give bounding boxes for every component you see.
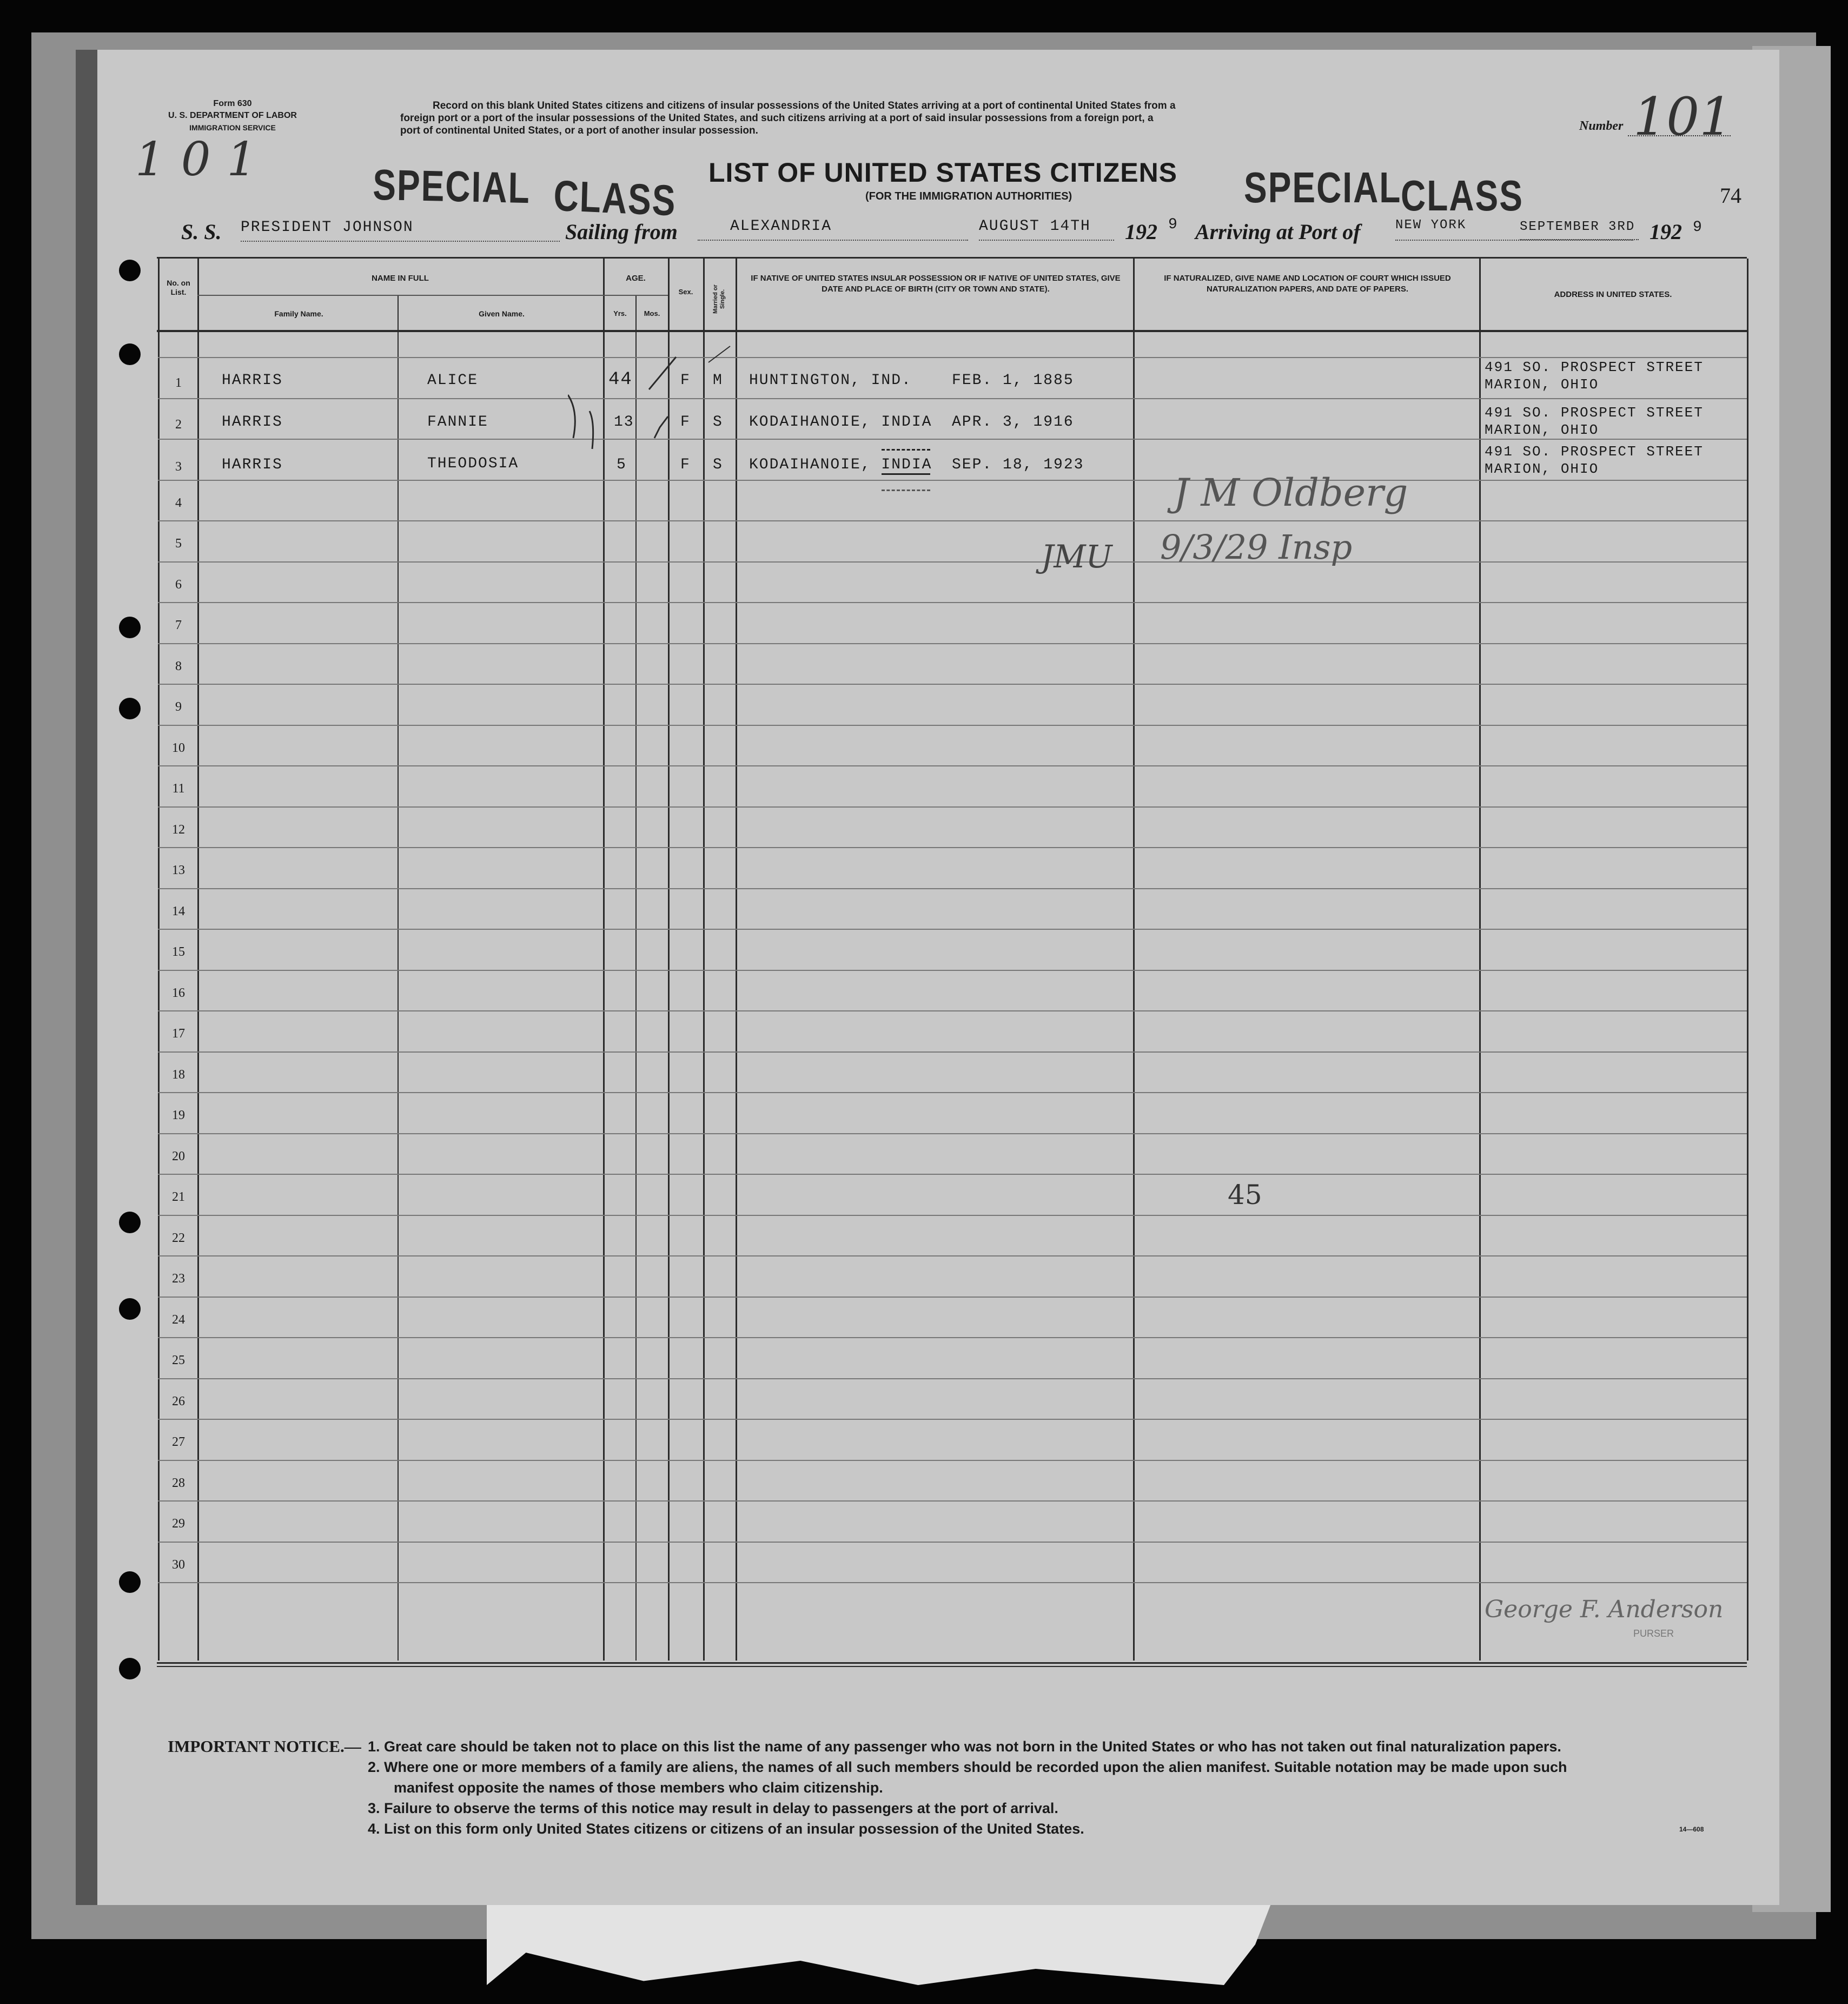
row-number: 4	[175, 496, 182, 510]
col-married: Married or Single.	[712, 285, 726, 314]
row-number: 5	[175, 537, 182, 551]
row-rule	[158, 602, 1747, 603]
row-number: 26	[172, 1394, 185, 1408]
age-subheader-rule	[603, 295, 668, 296]
row-number: 11	[172, 782, 185, 796]
row-rule	[158, 1255, 1747, 1256]
notice-items	[368, 1736, 1747, 1839]
age-years: 5	[617, 457, 627, 473]
row-number: 9	[175, 700, 182, 714]
row-rule	[158, 520, 1747, 521]
row-number: 7	[175, 618, 182, 632]
row-rule	[158, 357, 1747, 358]
handwritten-number: 101	[135, 133, 273, 187]
row-number: 15	[172, 945, 185, 959]
row-rule	[158, 970, 1747, 971]
form-number: Form 630	[213, 99, 252, 108]
arriving-year-digit: 9	[1693, 219, 1703, 236]
instructions-line-3: port of continental United States, or a port of another insular possession.	[400, 125, 758, 136]
row-rule	[158, 1582, 1747, 1583]
birth-place: HUNTINGTON, IND.	[749, 372, 912, 389]
punch-hole-icon	[119, 1212, 141, 1233]
service: IMMIGRATION SERVICE	[189, 123, 276, 132]
row-number: 13	[172, 863, 185, 877]
sex: F	[680, 414, 691, 431]
row-number: 29	[172, 1517, 185, 1531]
sailing-from: ALEXANDRIA	[698, 218, 968, 241]
ship-name: PRESIDENT JOHNSON	[241, 219, 560, 242]
col-address: ADDRESS IN UNITED STATES.	[1554, 290, 1672, 299]
sailing-year-prefix: 192	[1125, 220, 1157, 244]
birth-place: KODAIHANOIE, INDIA	[749, 457, 932, 473]
punch-hole-icon	[119, 617, 141, 638]
address-line-2: MARION, OHIO	[1485, 461, 1599, 477]
row-rule	[158, 1215, 1747, 1216]
count-stamp: 45	[1228, 1179, 1262, 1211]
row-number: 30	[172, 1558, 185, 1572]
family-name: HARRIS	[222, 372, 283, 389]
row-rule	[158, 1419, 1747, 1420]
row-number: 8	[175, 659, 182, 673]
special-stamp-right: SPECIAL	[1244, 163, 1402, 212]
class-stamp-right: CLASS	[1401, 171, 1524, 220]
row-number: 12	[172, 823, 185, 837]
row-number: 2	[175, 418, 182, 432]
birth-date: SEP. 18, 1923	[952, 457, 1084, 473]
inspector-signature: J M Oldberg	[1174, 471, 1408, 515]
notice-item-4: 4. List on this form only United States citizens or citizens of an insular possession of the United States.	[368, 1821, 1084, 1837]
row-rule	[158, 1133, 1747, 1134]
punch-hole-icon	[119, 1571, 141, 1593]
row-rule	[158, 929, 1747, 930]
purser-title: PURSER	[1633, 1628, 1674, 1639]
given-name: ALICE	[427, 372, 479, 389]
notice-item-2: 2. Where one or more members of a family are aliens, the names of all such members should be recorded upon the alien manifest. Suitable notation may be made upon such	[368, 1759, 1567, 1775]
punch-hole-icon	[119, 1298, 141, 1320]
row-number: 24	[172, 1313, 185, 1327]
punch-hole-icon	[119, 260, 141, 281]
sex: F	[680, 457, 691, 473]
sailing-label: Sailing from	[565, 220, 678, 244]
punch-hole-icon	[119, 1658, 141, 1679]
number-underline	[1628, 135, 1731, 136]
page-number: 74	[1720, 183, 1741, 208]
row-rule	[158, 1297, 1747, 1298]
col-given-name: Given Name.	[479, 309, 525, 318]
row-number: 28	[172, 1476, 185, 1490]
arriving-label: Arriving at Port of	[1195, 220, 1361, 244]
arriving-port: NEW YORK	[1395, 218, 1633, 241]
notice-heading: IMPORTANT NOTICE.—	[168, 1737, 361, 1756]
given-name: THEODOSIA	[427, 455, 519, 472]
row-rule	[158, 1378, 1747, 1379]
torn-bottom-edge	[487, 1904, 1271, 1985]
ss-label: S. S.	[181, 220, 222, 244]
inspection-date: 9/3/29 Insp	[1160, 527, 1353, 567]
marital-status: S	[713, 457, 723, 473]
row-rule	[158, 398, 1747, 399]
form-instructions	[400, 100, 1509, 137]
row-rule	[158, 439, 1747, 440]
sailing-date: AUGUST 14TH	[979, 218, 1114, 241]
address-line-2: MARION, OHIO	[1485, 376, 1599, 393]
row-number: 18	[172, 1068, 185, 1082]
row-number: 1	[175, 376, 182, 390]
row-rule	[158, 1337, 1747, 1338]
sailing-year-digit: 9	[1168, 216, 1178, 233]
row-rule	[158, 847, 1747, 848]
birth-place: KODAIHANOIE, INDIA	[749, 414, 932, 431]
department: U. S. DEPARTMENT OF LABOR	[168, 111, 297, 120]
row-rule	[158, 561, 1747, 563]
family-name: HARRIS	[222, 457, 283, 473]
age-years: 44	[608, 369, 633, 390]
row-number: 3	[175, 460, 182, 474]
row-number: 27	[172, 1435, 185, 1449]
sex: F	[680, 372, 691, 389]
address-line-2: MARION, OHIO	[1485, 422, 1599, 438]
row-number: 16	[172, 986, 185, 1000]
birth-date: APR. 3, 1916	[952, 414, 1074, 431]
age-years: 13	[614, 414, 634, 431]
row-number: 14	[172, 904, 185, 918]
given-name: FANNIE	[427, 414, 488, 431]
col-family-name: Family Name.	[274, 309, 323, 318]
col-age: AGE.	[626, 274, 646, 283]
row-rule	[158, 1174, 1747, 1175]
family-name: HARRIS	[222, 414, 283, 431]
row-rule	[158, 1460, 1747, 1461]
check-marks-icon	[568, 335, 741, 487]
col-name-in-full: NAME IN FULL	[372, 274, 429, 283]
page-left-shadow	[76, 50, 97, 1905]
arriving-date: SEPTEMBER 3RD	[1520, 220, 1639, 240]
row-number: 25	[172, 1353, 185, 1367]
purser-signature: George F. Anderson	[1485, 1596, 1724, 1623]
address-line-1: 491 SO. PROSPECT STREET	[1485, 405, 1704, 421]
underline-india	[882, 449, 930, 451]
row-rule	[158, 806, 1747, 808]
header-divider	[157, 330, 1747, 332]
col-native: IF NATIVE OF UNITED STATES INSULAR POSSESSION OR IF NATIVE OF UNITED STATES, GIVE DATE AND PLACE OF BIRTH (CITY OR TOWN AND STATE).	[751, 274, 1121, 294]
underline-india-3	[882, 490, 930, 491]
marital-status: M	[713, 372, 723, 389]
number-label: Number	[1579, 119, 1624, 133]
row-number: 6	[175, 578, 182, 592]
row-number: 10	[172, 741, 185, 755]
birth-date: FEB. 1, 1885	[952, 372, 1074, 389]
page-title: LIST OF UNITED STATES CITIZENS	[708, 157, 1178, 188]
row-rule	[158, 765, 1747, 766]
row-number: 20	[172, 1149, 185, 1163]
notice-item-3: 3. Failure to observe the terms of this notice may result in delay to passengers at the port of arrival.	[368, 1800, 1058, 1816]
instructions-line-1: Record on this blank United States citizens and citizens of insular possessions of the United States arriving at a port of continental United States from a	[433, 100, 1176, 111]
col-sex: Sex.	[678, 288, 693, 296]
table-bottom-rule	[157, 1666, 1747, 1667]
arriving-year-prefix: 192	[1650, 220, 1682, 244]
page-subtitle: (FOR THE IMMIGRATION AUTHORITIES)	[865, 190, 1072, 202]
row-rule	[158, 643, 1747, 644]
row-rule	[158, 888, 1747, 889]
row-rule	[158, 1092, 1747, 1093]
instructions-line-2: foreign port or a port of the insular possessions of the United States, and such citizens arriving at a port of said insular possessions from a foreign port, a	[400, 113, 1154, 124]
col-no: No. on List.	[167, 279, 190, 296]
col-naturalized: IF NATURALIZED, GIVE NAME AND LOCATION OF COURT WHICH ISSUED NATURALIZATION PAPERS, AND DATE OF PAPERS.	[1164, 274, 1451, 294]
row-rule	[158, 1542, 1747, 1543]
underline-india-2	[882, 473, 930, 475]
address-line-1: 491 SO. PROSPECT STREET	[1485, 359, 1704, 375]
row-number: 23	[172, 1272, 185, 1286]
row-rule	[158, 684, 1747, 685]
form-code: 14—608	[1679, 1826, 1704, 1833]
row-rule	[158, 1500, 1747, 1502]
row-number: 22	[172, 1231, 185, 1245]
address-line-1: 491 SO. PROSPECT STREET	[1485, 444, 1704, 460]
number-value: 101	[1633, 87, 1733, 147]
class-stamp-left: CLASS	[553, 171, 677, 226]
special-stamp-left: SPECIAL	[372, 160, 531, 213]
row-number: 21	[172, 1190, 185, 1204]
punch-hole-icon	[119, 698, 141, 719]
row-rule	[158, 1010, 1747, 1011]
row-number: 19	[172, 1108, 185, 1122]
col-mos: Mos.	[644, 309, 660, 318]
notice-item-2b: manifest opposite the names of those members who claim citizenship.	[394, 1780, 883, 1796]
notice-item-1: 1. Great care should be taken not to place on this list the name of any passenger who was not born in the United States or who has not taken out final naturalization papers.	[368, 1738, 1561, 1755]
inspector-initials: JMU	[1041, 538, 1112, 575]
name-subheader-rule	[197, 295, 603, 296]
marital-status: S	[713, 414, 723, 431]
punch-hole-icon	[119, 343, 141, 365]
row-rule	[158, 480, 1747, 481]
col-yrs: Yrs.	[613, 309, 627, 318]
row-rule	[158, 1051, 1747, 1053]
row-number: 17	[172, 1027, 185, 1041]
row-rule	[158, 725, 1747, 726]
